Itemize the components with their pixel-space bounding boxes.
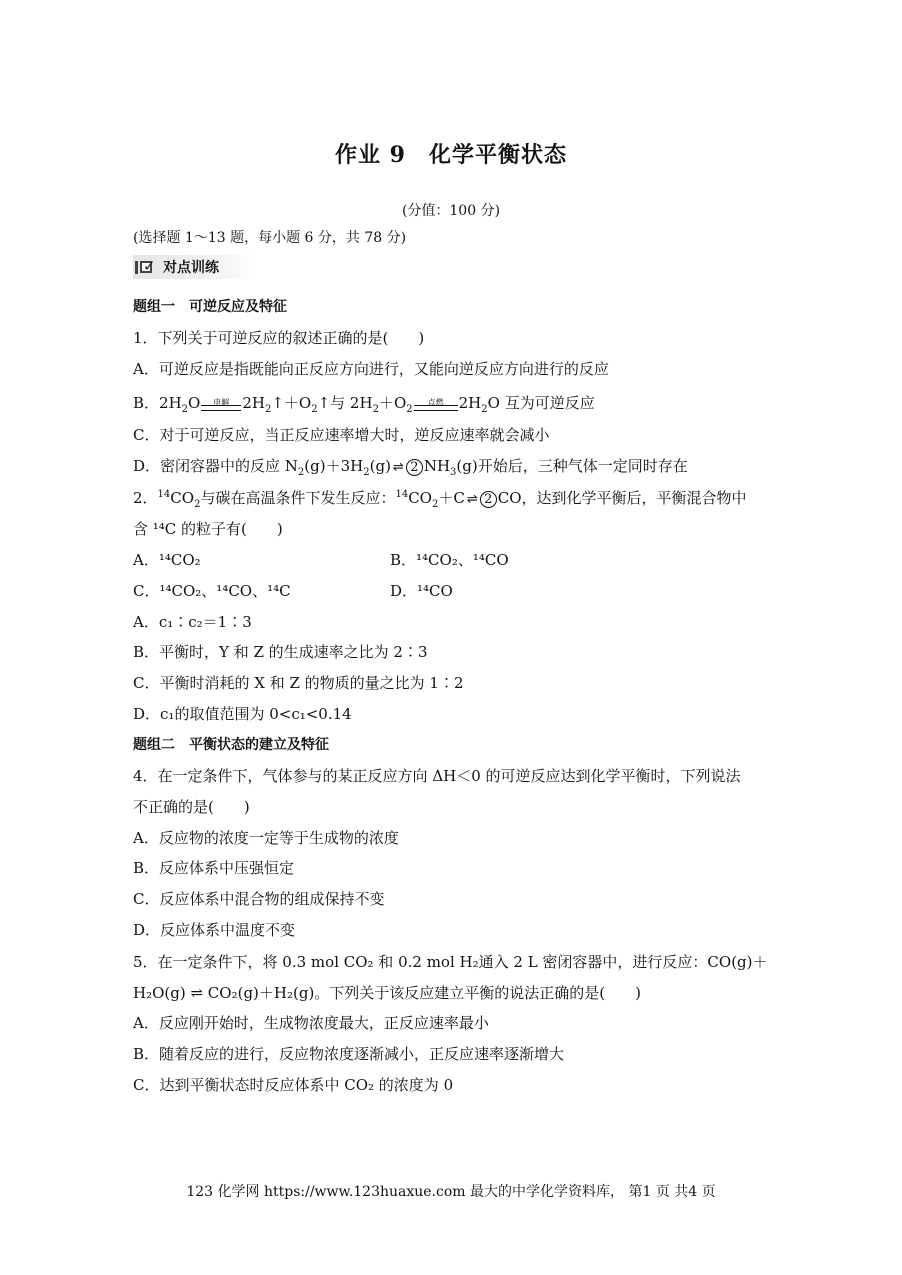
- question-4-stem: 4．在一定条件下，气体参与的某正反应方向 ΔH＜0 的可逆反应达到化学平衡时，下列说法: [133, 767, 741, 785]
- option-d-prefix: D．密闭容器中的反应 N: [133, 457, 298, 475]
- question-5-option-c: C．达到平衡状态时反应体系中 CO₂ 的浓度为 0: [133, 1076, 454, 1094]
- question-4-stem-line-2: 不正确的是( ): [133, 798, 250, 816]
- section-header: [133, 255, 259, 279]
- question-5-option-a: A．反应刚开始时，生成物浓度最大，正反应速率最小: [133, 1014, 489, 1032]
- question-1-option-d: D．密闭容器中的反应 $N_2(g)+3H_2(g)$ ⇌ 2 $NH_3(g)$开始后，三种气体一定同时存在: [133, 457, 688, 478]
- ignition-equals-sign: [414, 398, 458, 411]
- question-5-option-b: B．随着反应的进行，反应物浓度逐渐减小，正反应速率逐渐增大: [133, 1045, 565, 1063]
- circled-number-icon: 2: [480, 491, 497, 508]
- question-2-option-a: A．¹⁴CO₂: [133, 551, 201, 569]
- question-3-option-b: B．平衡时，Y 和 Z 的生成速率之比为 2∶3: [133, 643, 428, 661]
- circled-number-icon: 2: [406, 459, 423, 476]
- question-1-stem: 1．下列关于可逆反应的叙述正确的是( ): [133, 329, 425, 347]
- question-2-option-d: D．¹⁴CO: [390, 582, 453, 600]
- group-heading-1: 题组一 可逆反应及特征: [133, 299, 287, 315]
- question-4-option-d: D．反应体系中温度不变: [133, 921, 296, 939]
- q2-stem-end: ，达到化学平衡后，平衡混合物中: [521, 489, 747, 507]
- question-2-stem-line-2: 含 ¹⁴C 的粒子有( ): [133, 520, 283, 538]
- q2-number: 2．: [133, 489, 158, 507]
- electrolysis-equals-sign: [201, 398, 241, 411]
- question-2-option-b: B．¹⁴CO₂、¹⁴CO: [390, 551, 509, 569]
- section-label: 对点训练: [163, 260, 219, 276]
- question-1-option-a: A．可逆反应是指既能向正反应方向进行，又能向逆反应方向进行的反应: [133, 360, 609, 378]
- question-3-option-a: A．c₁∶c₂＝1∶3: [133, 613, 252, 631]
- question-4-option-a: A．反应物的浓度一定等于生成物的浓度: [133, 829, 399, 847]
- question-1-option-b: B．$2H_2O$ 电解 $2H_2↑+O_2↑$与 $2H_2+O_2$ 点燃 $2H_2O$ 互为可逆反应: [133, 394, 595, 415]
- page-title: 作业 9 化学平衡状态: [335, 142, 567, 168]
- question-4-option-c: C．反应体系中混合物的组成保持不变: [133, 890, 385, 908]
- reversible-arrow-icon: ⇌: [392, 460, 404, 475]
- option-b-prefix: B．2H: [133, 394, 182, 412]
- question-4-option-b: B．反应体系中压强恒定: [133, 859, 295, 877]
- q2-stem-mid: 与碳在高温条件下发生反应：: [200, 489, 396, 507]
- page-footer: 123 化学网 https://www.123huaxue.com 最大的中学化学资料库， 第1 页 共4 页: [186, 1184, 716, 1200]
- instruction: (选择题 1～13 题，每小题 6 分，共 78 分): [133, 230, 407, 246]
- question-3-option-d: D．c₁的取值范围为 0<c₁<0.14: [133, 705, 352, 723]
- option-b-suffix: 互为可逆反应: [504, 394, 595, 412]
- condition-electrolysis: 电解: [213, 397, 230, 407]
- question-2-option-c: C．¹⁴CO₂、¹⁴CO、¹⁴C: [133, 582, 291, 600]
- question-5-stem-line-2: H₂O(g) ⇌ CO₂(g)＋H₂(g)。下列关于该反应建立平衡的说法正确的是( ): [133, 984, 642, 1002]
- condition-ignition: 点燃: [427, 397, 444, 407]
- group-heading-2: 题组二 平衡状态的建立及特征: [133, 737, 329, 753]
- question-3-option-c: C．平衡时消耗的 X 和 Z 的物质的量之比为 1∶2: [133, 674, 464, 692]
- option-d-suffix: 开始后，三种气体一定同时存在: [477, 457, 688, 475]
- score-note: (分值：100 分): [401, 203, 501, 219]
- question-5-stem: 5．在一定条件下，将 0.3 mol CO₂ 和 0.2 mol H₂通入 2 L 密闭容器中，进行反应：CO(g)＋: [133, 953, 768, 971]
- reversible-arrow-icon: ⇌: [466, 492, 478, 507]
- question-2-stem: 2．$^{14}CO_2$与碳在高温条件下发生反应：$^{14}CO_2+C$ ⇌ 2 CO，达到化学平衡后，平衡混合物中: [133, 489, 747, 510]
- check-box-icon: ✓: [135, 259, 157, 275]
- question-1-option-c: C．对于可逆反应，当正反应速率增大时，逆反应速率就会减小: [133, 426, 550, 444]
